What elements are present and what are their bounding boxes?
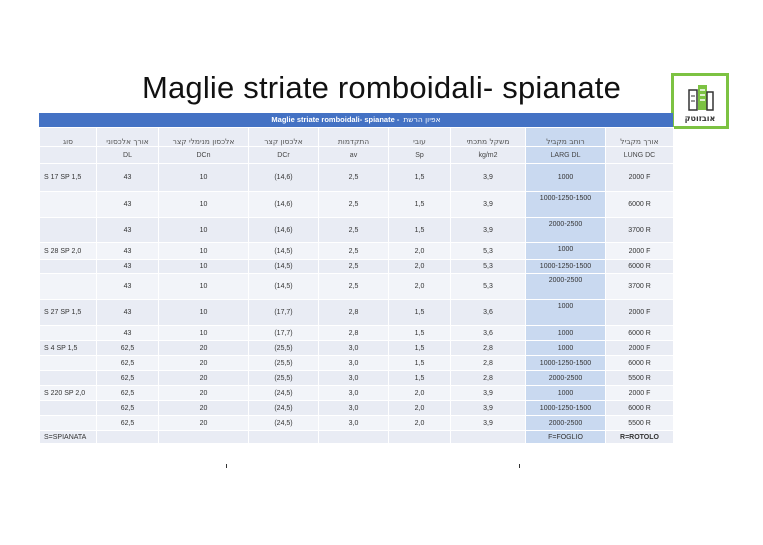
cell-sp: 2,0 [389,386,451,401]
cell-larg: 2000-2500 [526,218,606,243]
cell-dcr: (25,5) [249,356,319,371]
footer-cell: R=ROTOLO [606,431,674,444]
table-row [40,386,674,401]
banner-hebrew: אפיון הרשת [403,115,441,124]
cell-dcr: (17,7) [249,300,319,326]
footer-cell [319,431,389,444]
cell-dcr: (14,6) [249,192,319,218]
footer-row [40,431,674,444]
cell-lung: 6000 R [606,260,674,274]
tick-mark-right [519,464,520,468]
footer-cell [451,431,526,444]
footer-cell [389,431,451,444]
cell-dl: 43 [97,243,159,260]
table-row [40,416,674,431]
cell-larg: 2000-2500 [526,371,606,386]
page-title: Maglie striate romboidali- spianate [141,70,622,105]
cell-dcn: 20 [159,386,249,401]
cell-lung: 6000 R [606,401,674,416]
cell-kg: 3,6 [451,326,526,341]
header-code-cell: DCr [249,147,319,164]
cell-av: 2,5 [319,260,389,274]
cell-dl: 43 [97,274,159,300]
cell-av: 2,5 [319,274,389,300]
cell-type: S 220 SP 2,0 [40,386,97,401]
cell-sp: 2,0 [389,260,451,274]
cell-dl: 43 [97,218,159,243]
cell-kg: 5,3 [451,274,526,300]
cell-av: 3,0 [319,371,389,386]
cell-larg: 1000-1250-1500 [526,192,606,218]
cell-dcn: 20 [159,341,249,356]
cell-av: 3,0 [319,386,389,401]
cell-dl: 43 [97,260,159,274]
cell-lung: 6000 R [606,326,674,341]
cell-av: 3,0 [319,416,389,431]
cell-larg: 1000-1250-1500 [526,260,606,274]
cell-larg: 1000-1250-1500 [526,356,606,371]
cell-lung: 5500 R [606,371,674,386]
header-code-cell: kg/m2 [451,147,526,164]
cell-lung: 2000 F [606,386,674,401]
footer-cell [97,431,159,444]
cell-dcr: (14,5) [249,243,319,260]
table-row [40,300,674,326]
header-hebrew-cell: עובי [389,128,451,147]
cell-lung: 2000 F [606,341,674,356]
cell-dcr: (14,6) [249,164,319,192]
cell-larg: 2000-2500 [526,274,606,300]
building-icon [686,82,716,112]
header-row-hebrew [40,128,674,147]
table-row [40,218,674,243]
cell-dcn: 10 [159,218,249,243]
cell-dcn: 10 [159,260,249,274]
company-logo [671,73,729,129]
cell-dl: 62,5 [97,401,159,416]
cell-larg: 1000 [526,164,606,192]
cell-av: 2,8 [319,300,389,326]
cell-av: 2,5 [319,243,389,260]
cell-lung: 5500 R [606,416,674,431]
cell-larg: 1000-1250-1500 [526,401,606,416]
cell-sp: 2,0 [389,401,451,416]
header-hebrew-cell: אלכסון קצר [249,128,319,147]
header-code-cell: Sp [389,147,451,164]
cell-kg: 3,9 [451,386,526,401]
cell-type [40,326,97,341]
header-row-code [40,147,674,164]
logo-text: אובזוטק [684,114,716,123]
cell-type [40,218,97,243]
cell-lung: 2000 F [606,243,674,260]
cell-sp: 1,5 [389,341,451,356]
specs-table [39,127,674,444]
cell-lung: 2000 F [606,164,674,192]
header-code-cell: av [319,147,389,164]
cell-sp: 1,5 [389,164,451,192]
cell-type [40,401,97,416]
cell-lung: 3700 R [606,274,674,300]
cell-kg: 3,9 [451,416,526,431]
cell-type: S 17 SP 1,5 [40,164,97,192]
cell-av: 2,5 [319,218,389,243]
cell-av: 2,5 [319,192,389,218]
footer-cell: S=SPIANATA [40,431,97,444]
table-row [40,192,674,218]
header-hebrew-cell: רוחב מקביל [526,128,606,147]
cell-sp: 1,5 [389,356,451,371]
cell-type: S 4 SP 1,5 [40,341,97,356]
cell-dcn: 10 [159,326,249,341]
specs-table-container [39,113,673,444]
header-code-cell: LUNG DC [606,147,674,164]
table-row [40,401,674,416]
header-hebrew-cell: אורך מקביל [606,128,674,147]
cell-sp: 1,5 [389,192,451,218]
footer-cell: F=FOGLIO [526,431,606,444]
table-row [40,164,674,192]
cell-dl: 62,5 [97,416,159,431]
cell-sp: 1,5 [389,300,451,326]
cell-kg: 3,9 [451,218,526,243]
cell-dcr: (25,5) [249,341,319,356]
cell-dcn: 10 [159,243,249,260]
cell-larg: 1000 [526,300,606,326]
header-hebrew-cell: אורך אלכסוני [97,128,159,147]
cell-av: 3,0 [319,356,389,371]
table-row [40,326,674,341]
cell-kg: 2,8 [451,356,526,371]
cell-kg: 5,3 [451,260,526,274]
header-code-cell [40,147,97,164]
cell-dcr: (17,7) [249,326,319,341]
banner-title: Maglie striate romboidali- spianate - [271,115,400,124]
cell-kg: 2,8 [451,371,526,386]
cell-av: 2,5 [319,164,389,192]
cell-kg: 3,6 [451,300,526,326]
cell-kg: 3,9 [451,164,526,192]
cell-dcr: (25,5) [249,371,319,386]
table-row [40,274,674,300]
cell-dcr: (14,5) [249,260,319,274]
cell-dcn: 20 [159,356,249,371]
header-code-cell: LARG DL [526,147,606,164]
cell-larg: 1000 [526,326,606,341]
header-code-cell: DL [97,147,159,164]
cell-larg: 1000 [526,386,606,401]
cell-av: 3,0 [319,401,389,416]
cell-dl: 62,5 [97,356,159,371]
cell-lung: 6000 R [606,192,674,218]
cell-dl: 43 [97,164,159,192]
cell-type [40,371,97,386]
cell-dcr: (24,5) [249,416,319,431]
cell-av: 3,0 [319,341,389,356]
cell-type: S 27 SP 1,5 [40,300,97,326]
table-banner [39,113,673,127]
cell-dl: 62,5 [97,386,159,401]
header-hebrew-cell: אלכסון מנימלי קצר [159,128,249,147]
cell-dl: 43 [97,192,159,218]
cell-dcn: 10 [159,300,249,326]
cell-type [40,274,97,300]
cell-larg: 2000-2500 [526,416,606,431]
cell-type: S 28 SP 2,0 [40,243,97,260]
cell-kg: 3,9 [451,192,526,218]
cell-dl: 62,5 [97,341,159,356]
cell-dcn: 20 [159,416,249,431]
cell-dcn: 10 [159,192,249,218]
table-row [40,341,674,356]
cell-sp: 1,5 [389,326,451,341]
cell-kg: 3,9 [451,401,526,416]
header-hebrew-cell: התקדמות [319,128,389,147]
cell-sp: 1,5 [389,371,451,386]
cell-av: 2,8 [319,326,389,341]
cell-type [40,192,97,218]
cell-sp: 2,0 [389,416,451,431]
footer-cell [249,431,319,444]
cell-larg: 1000 [526,243,606,260]
table-row [40,371,674,386]
cell-lung: 3700 R [606,218,674,243]
header-code-cell: DCn [159,147,249,164]
header-hebrew-cell: משקל מתכתי [451,128,526,147]
table-row [40,260,674,274]
cell-dl: 62,5 [97,371,159,386]
tick-mark-left [226,464,227,468]
cell-dl: 43 [97,300,159,326]
cell-dcn: 20 [159,401,249,416]
cell-type [40,416,97,431]
cell-kg: 2,8 [451,341,526,356]
table-row [40,243,674,260]
cell-sp: 2,0 [389,243,451,260]
header-hebrew-cell: סוג [40,128,97,147]
cell-dcr: (14,6) [249,218,319,243]
specs-table-body [40,128,674,444]
cell-type [40,260,97,274]
cell-lung: 2000 F [606,300,674,326]
cell-sp: 2,0 [389,274,451,300]
cell-dcr: (24,5) [249,401,319,416]
cell-dcr: (24,5) [249,386,319,401]
cell-dcr: (14,5) [249,274,319,300]
cell-sp: 1,5 [389,218,451,243]
table-row [40,356,674,371]
footer-cell [159,431,249,444]
cell-dcn: 20 [159,371,249,386]
cell-type [40,356,97,371]
cell-dcn: 10 [159,164,249,192]
cell-dcn: 10 [159,274,249,300]
cell-larg: 1000 [526,341,606,356]
cell-kg: 5,3 [451,243,526,260]
cell-dl: 43 [97,326,159,341]
cell-lung: 6000 R [606,356,674,371]
